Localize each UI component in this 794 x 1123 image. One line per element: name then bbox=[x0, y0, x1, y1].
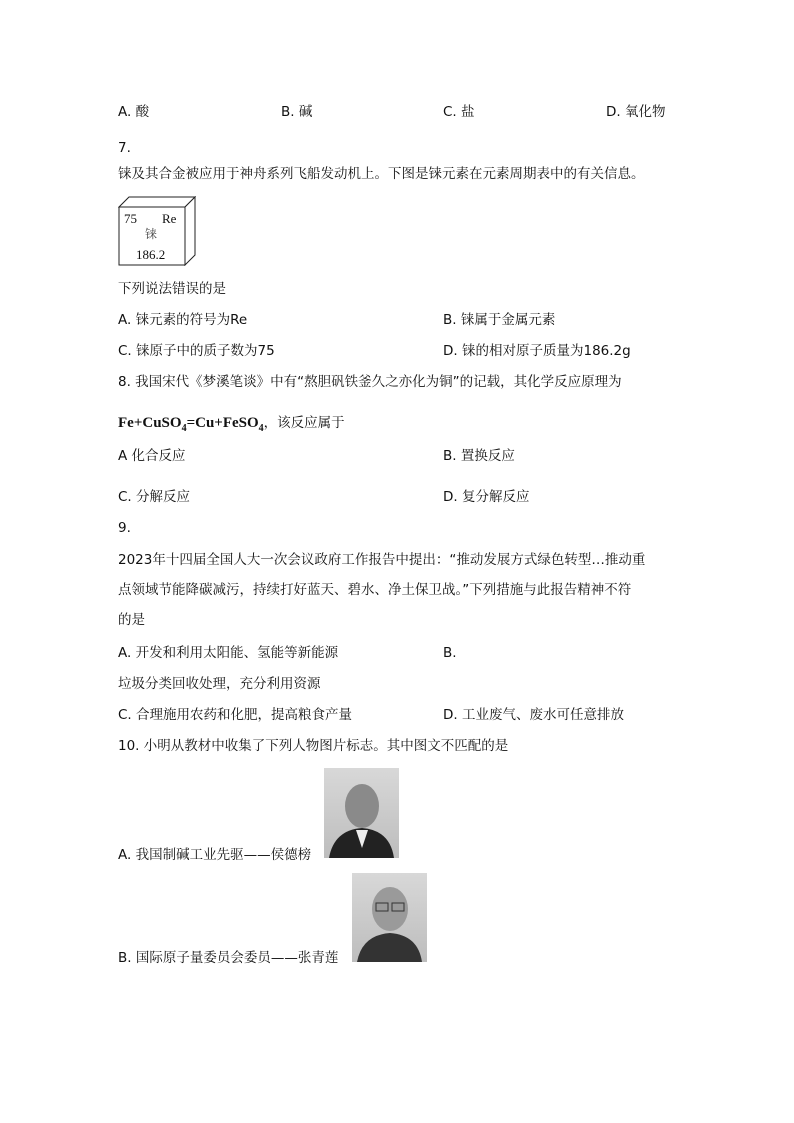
atomic-number: 75 bbox=[124, 211, 137, 226]
element-name: 铼 bbox=[145, 227, 158, 241]
q8-stem: 8. 我国宋代《梦溪笔谈》中有“熬胆矾铁釜久之亦化为铜”的记载，其化学反应原理为 bbox=[118, 374, 622, 390]
q9-stem-line-2: 点领域节能降碳减污，持续打好蓝天、碧水、净土保卫战。”下列措施与此报告精神不符 bbox=[118, 582, 632, 598]
portrait-hou-debang bbox=[324, 768, 399, 858]
element-card bbox=[118, 196, 196, 266]
portrait-image bbox=[324, 768, 399, 858]
q9-stem-line-3: 的是 bbox=[118, 612, 145, 628]
q8-option-c: C. 分解反应 bbox=[118, 489, 191, 505]
q7-option-b: B. 铼属于金属元素 bbox=[443, 312, 556, 328]
q8-tail: ，该反应属于 bbox=[263, 415, 345, 431]
portrait-zhang-qinglian bbox=[352, 873, 427, 962]
q9-stem-line-1: 2023年十四届全国人大一次会议政府工作报告中提出：“推动发展方式绿色转型…推动重 bbox=[118, 552, 646, 568]
q9-option-b: B. bbox=[443, 645, 457, 661]
q10-option-a: A. 我国制碱工业先驱——侯德榜 bbox=[118, 847, 312, 863]
element-symbol: Re bbox=[162, 211, 177, 226]
q7-question: 下列说法错误的是 bbox=[118, 281, 226, 297]
q6-option-a: A. 酸 bbox=[118, 104, 150, 120]
q7-option-a: A. 铼元素的符号为Re bbox=[118, 312, 248, 328]
q8-formula-line bbox=[118, 414, 345, 438]
q9-option-b-text: 垃圾分类回收处理，充分利用资源 bbox=[118, 676, 321, 692]
atomic-mass: 186.2 bbox=[136, 247, 166, 262]
q10-stem: 10. 小明从教材中收集了下列人物图片标志。其中图文不匹配的是 bbox=[118, 738, 509, 754]
q9-number: 9. bbox=[118, 520, 131, 536]
q7-option-d: D. 铼的相对原子质量为186.2g bbox=[443, 343, 631, 359]
q6-option-b: B. 碱 bbox=[281, 104, 313, 120]
q7-number: 7. bbox=[118, 140, 131, 156]
chemical-equation: Fe+CuSO$_4$=Cu+FeSO$_4$ bbox=[118, 415, 264, 434]
q8-option-a: A 化合反应 bbox=[118, 448, 186, 464]
q9-option-d: D. 工业废气、废水可任意排放 bbox=[443, 707, 624, 723]
q7-stem: 铼及其合金被应用于神舟系列飞船发动机上。下图是铼元素在元素周期表中的有关信息。 bbox=[118, 166, 645, 182]
q8-option-b: B. 置换反应 bbox=[443, 448, 515, 464]
q9-option-c: C. 合理施用农药和化肥，提高粮食产量 bbox=[118, 707, 353, 723]
q9-option-a: A. 开发和利用太阳能、氢能等新能源 bbox=[118, 645, 339, 661]
q6-option-c: C. 盐 bbox=[443, 104, 475, 120]
q8-option-d: D. 复分解反应 bbox=[443, 489, 530, 505]
q6-option-d: D. 氧化物 bbox=[606, 104, 666, 120]
q7-option-c: C. 铼原子中的质子数为75 bbox=[118, 343, 275, 359]
q10-option-b: B. 国际原子量委员会委员——张青莲 bbox=[118, 950, 339, 966]
portrait-image bbox=[352, 873, 427, 962]
